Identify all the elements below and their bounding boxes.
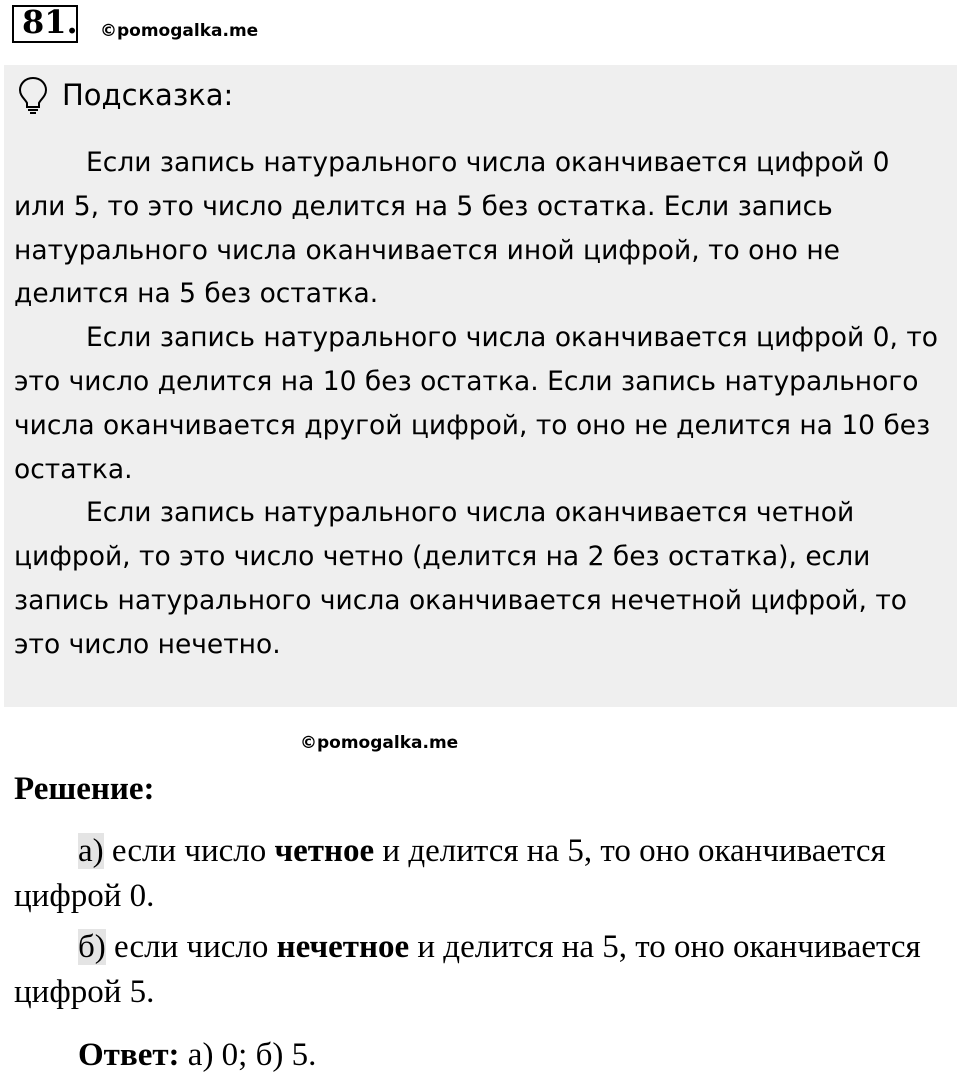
answer-line xyxy=(78,1033,316,1078)
item-label-b: б) xyxy=(78,929,106,965)
hint-title: Подсказка: xyxy=(62,78,234,112)
item-text: и делится на 5, то оно оканчивается цифрой 0. xyxy=(14,833,886,914)
answer-value: а) 0; б) 5. xyxy=(187,1037,317,1073)
item-text: если число xyxy=(111,833,267,869)
answer-label: Ответ: xyxy=(78,1037,180,1073)
lightbulb-icon xyxy=(17,75,49,115)
hint-paragraph: Если запись натурального числа оканчивается цифрой 0 или 5, то это число делится на 5 без остатка. Если запись натурального числа оканчивается иной цифрой, то оно не делится на 5 без остатка. xyxy=(14,147,890,310)
solution-item-a xyxy=(14,829,944,919)
hint-paragraph: Если запись натурального числа оканчивается четной цифрой, то это число четно (делится на 2 без остатка), если запись натурального числа оканчивается нечетной цифрой, то это число нечетно. xyxy=(14,497,908,660)
item-text: если число xyxy=(114,929,269,965)
solution-heading: Решение: xyxy=(14,771,155,807)
item-keyword: четное xyxy=(274,833,375,869)
item-label-a: а) xyxy=(78,833,104,869)
solution-item-b xyxy=(14,925,944,1015)
problem-number: 81. xyxy=(22,3,78,41)
item-keyword: нечетное xyxy=(276,929,410,965)
hint-body xyxy=(14,141,949,667)
watermark-top: ©pomogalka.me xyxy=(100,21,259,41)
watermark-middle: ©pomogalka.me xyxy=(300,733,459,753)
item-text: и делится на 5, то оно оканчивается цифрой 5. xyxy=(14,929,921,1010)
hint-paragraph: Если запись натурального числа оканчивается цифрой 0, то это число делится на 10 без остатка. Если запись натурального числа оканчивается другой цифрой, то оно не делится на 10 без остатка. xyxy=(14,322,938,485)
